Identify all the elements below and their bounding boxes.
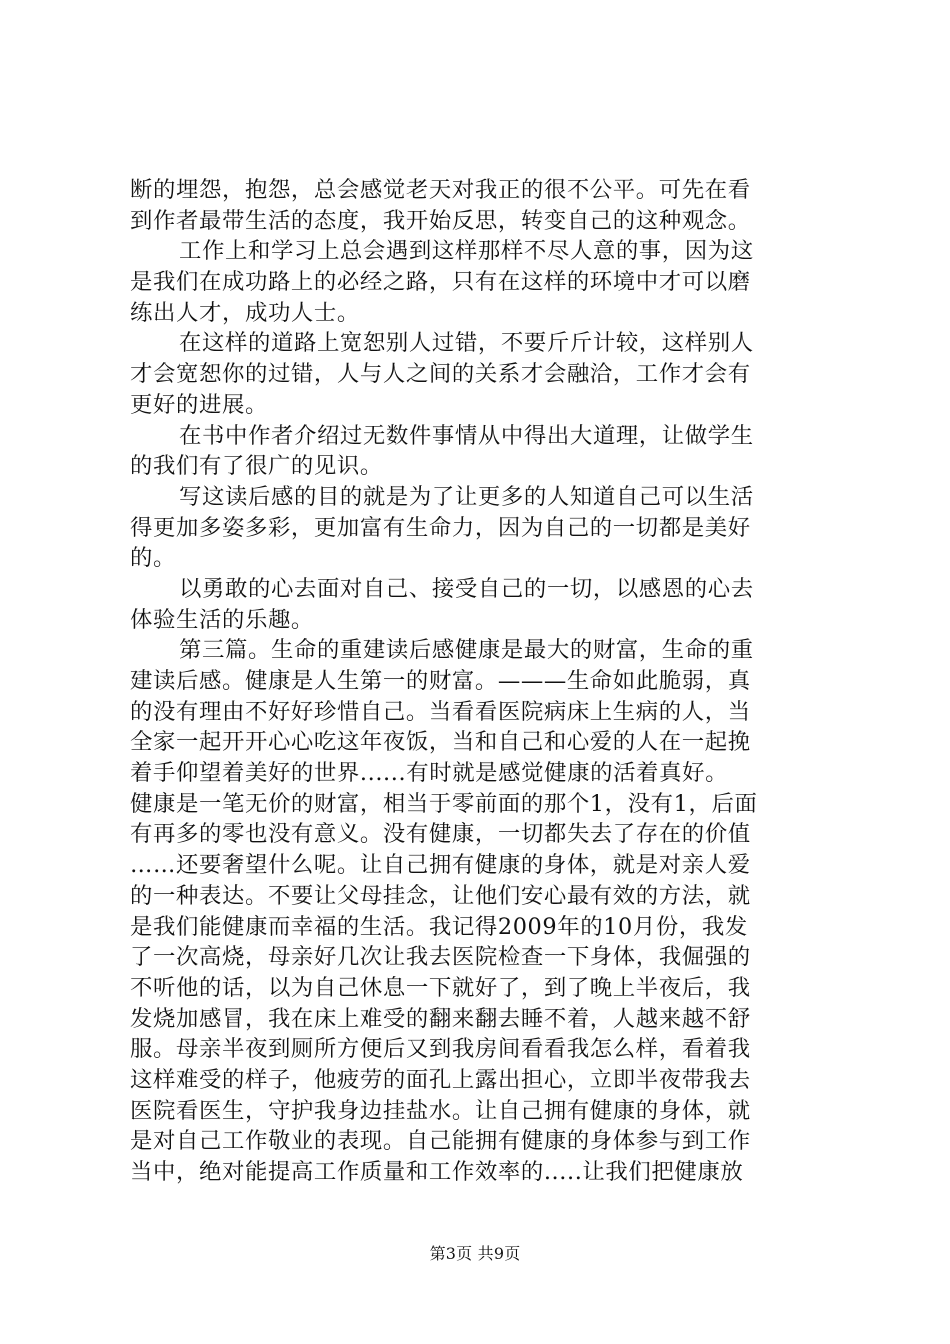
text-line: 有再多的零也没有意义。没有健康，一切都失去了存在的价值 [130, 821, 751, 848]
text-line: 是我们在成功路上的必经之路，只有在这样的环境中才可以磨 [130, 269, 751, 296]
text-line: 全家一起开开心心吃这年夜饭，当和自己和心爱的人在一起挽 [130, 729, 751, 756]
text-line: 体验生活的乐趣。 [130, 606, 314, 633]
text-line: 不听他的话，以为自己休息一下就好了，到了晚上半夜后，我 [130, 974, 751, 1001]
text-line: 练出人才，成功人士。 [130, 299, 360, 326]
text-line: 当中，绝对能提高工作质量和工作效率的.....让我们把健康放 [130, 1159, 744, 1185]
document-body [130, 175, 820, 1188]
text-line: 才会宽恕你的过错，人与人之间的关系才会融洽，工作才会有 [130, 361, 751, 388]
text-line: 了一次高烧，母亲好几次让我去医院检查一下身体，我倔强的 [130, 944, 751, 971]
page-footer: 第3页 共9页 [429, 1244, 521, 1263]
text-line: 的没有理由不好好珍惜自己。当看看医院病床上生病的人，当 [130, 698, 751, 725]
text-line: 医院看医生，守护我身边挂盐水。让自己拥有健康的身体，就 [130, 1097, 751, 1124]
text-line: 写这读后感的目的就是为了让更多的人知道自己可以生活 [179, 483, 754, 510]
text-line: 更好的进展。 [130, 391, 268, 418]
text-line: 以勇敢的心去面对自己、接受自己的一切，以感恩的心去 [179, 575, 754, 602]
text-line: 健康是一笔无价的财富，相当于零前面的那个1，没有1，后面 [130, 790, 758, 817]
text-line: 发烧加感冒，我在床上难受的翻来翻去睡不着，人越来越不舒 [130, 1005, 751, 1032]
text-line: 在这样的道路上宽恕别人过错，不要斤斤计较，这样别人 [179, 330, 754, 357]
text-line: 工作上和学习上总会遇到这样那样不尽人意的事，因为这 [179, 238, 754, 265]
text-line: 断的埋怨，抱怨，总会感觉老天对我正的很不公平。可先在看 [130, 177, 751, 203]
text-line: 服。母亲半夜到厕所方便后又到我房间看看我怎么样，看着我 [130, 1036, 751, 1063]
text-line: ……还要奢望什么呢。让自己拥有健康的身体，就是对亲人爱 [130, 852, 751, 879]
text-line: 的。 [130, 545, 176, 572]
text-line: 的我们有了很广的见识。 [130, 453, 383, 480]
text-line: 是对自己工作敬业的表现。自己能拥有健康的身体参与到工作 [130, 1128, 751, 1155]
text-line: 的一种表达。不要让父母挂念，让他们安心最有效的方法，就 [130, 882, 751, 909]
text-line: 这样难受的样子，他疲劳的面孔上露出担心，立即半夜带我去 [130, 1066, 751, 1093]
text-line: 到作者最带生活的态度，我开始反思，转变自己的这种观念。 [130, 207, 751, 234]
text-line: 得更加多姿多彩，更加富有生命力，因为自己的一切都是美好 [130, 514, 751, 541]
text-line: 第三篇。生命的重建读后感健康是最大的财富，生命的重 [179, 637, 754, 664]
text-line: 着手仰望着美好的世界......有时就是感觉健康的活着真好。 [130, 760, 729, 787]
text-line: 是我们能健康而幸福的生活。我记得2009年的10月份，我发 [130, 913, 748, 940]
text-line: 在书中作者介绍过无数件事情从中得出大道理，让做学生 [179, 422, 754, 449]
text-line: 建读后感。健康是人生第一的财富。———生命如此脆弱，真 [130, 668, 751, 694]
